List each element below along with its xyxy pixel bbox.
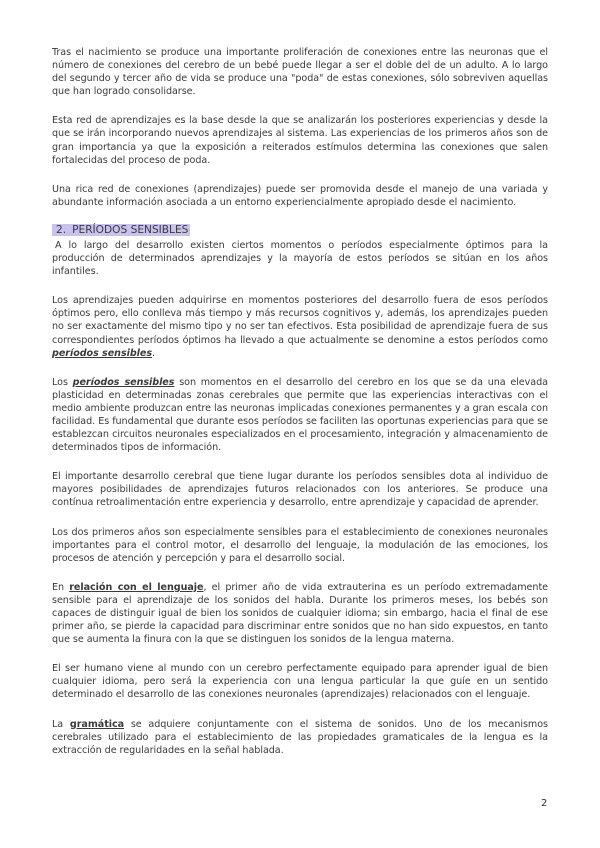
emphasis-language: relación con el lenguaje bbox=[69, 581, 204, 593]
paragraph-end: . bbox=[152, 347, 156, 359]
page-number: 2 bbox=[541, 798, 548, 809]
paragraph-text: se adquiere conjuntamente con el sistema de sonidos. Uno de los mecanismos cerebrales utilizado para el establecimiento de las propiedades gramaticales de la lengua es la extracción de regularidades en la señal hablada. bbox=[52, 718, 548, 756]
paragraph-sensitive-definition bbox=[52, 376, 548, 455]
paragraph-grammar bbox=[52, 718, 548, 757]
paragraph-later-learning bbox=[52, 294, 548, 359]
emphasis-sensitive-periods: períodos sensibles bbox=[72, 376, 175, 388]
section-number: 2. bbox=[56, 223, 67, 236]
page-body bbox=[52, 46, 548, 773]
section-heading-highlight bbox=[52, 224, 190, 236]
section-heading bbox=[52, 223, 548, 237]
paragraph-text: son momentos en el desarrollo del cerebro en los que se da una elevada plasticidad en determinadas zonas cerebrales que permite que las experiencias interactivas con el medio ambiente produzcan entre las neuronas implicadas conexiones permanentes y a gran escala con facilidad. Es fundamental que durante esos períodos se faciliten las oportunas experiencias para que se establezcan circuitos neuronales especializados en el procesamiento, integración y almacenamiento de determinados tipos de información. bbox=[52, 376, 548, 454]
paragraph-text: , el primer año de vida extrauterina es un período extremadamente sensible para el aprendizaje de los sonidos del habla. Durante los primeros meses, los bebés son capaces de distinguir igual de bien los sonidos de cualquier idioma; sin embargo, hacia el final de ese primer año, se pierde la capacidad para discriminar entre sonidos que no han sido expuestos, en tanto que se aumenta la finura con la que se distinguen los sonidos de la lengua materna. bbox=[52, 581, 549, 646]
paragraph-language bbox=[52, 581, 548, 646]
paragraph-learning-network: Esta red de aprendizajes es la base desde la que se analizarán los posteriores experiencias y desde la que se irán incorporando nuevos aprendizajes al sistema. Las experiencias de los primeros años son de gran importancia ya que la exposición a reiterados estímulos determina las conexiones que salen fortalecidas del proceso de poda. bbox=[52, 115, 548, 166]
paragraph-first-years: Los dos primeros años son especialmente sensibles para el establecimiento de conexiones neuronales importantes para el control motor, el desarrollo del lenguaje, la modulación de las emociones, los procesos de atención y percepción y para el desarrollo social. bbox=[52, 526, 548, 564]
emphasis-sensitive-periods: períodos sensibles bbox=[52, 347, 153, 359]
emphasis-grammar: gramática bbox=[69, 718, 125, 730]
paragraph-rich-network: Una rica red de conexiones (aprendizajes) puede ser promovida desde el manejo de una variada y abundante información asociada a un entorno experiencialmente apropiado desde el nacimiento. bbox=[52, 183, 548, 208]
section-title: PERÍODOS SENSIBLES bbox=[72, 223, 189, 236]
paragraph-start: Los bbox=[52, 376, 73, 388]
paragraph-start: La bbox=[52, 718, 70, 730]
paragraph-development-periods: A lo largo del desarrollo existen ciertos momentos o períodos especialmente óptimos para la producción de determinados aprendizajes y la mayoría de estos períodos se sitúan en los años infantiles. bbox=[52, 239, 548, 278]
paragraph-brain-development: El importante desarrollo cerebral que tiene lugar durante los períodos sensibles dota al individuo de mayores posibilidades de aprendizajes futuros relacionados con los anteriores. Se produce una contínua retroalimentación entre experiencia y desarrollo, entre aprendizaje y capacidad de aprender. bbox=[52, 471, 548, 509]
paragraph-connections: Tras el nacimiento se produce una importante proliferación de conexiones entre las neuronas que el número de conexiones del cerebro de un bebé puede llegar a ser el doble del de un adulto. A lo largo del segundo y tercer año de vida se produce una "poda" de estas conexiones, sólo sobreviven aquellas que han logrado consolidarse. bbox=[52, 47, 548, 98]
paragraph-start: En bbox=[52, 581, 70, 593]
paragraph-human-brain: El ser humano viene al mundo con un cerebro perfectamente equipado para aprender igual de bien cualquier idioma, pero será la experiencia con una lengua particular la que guíe en un sentido determinado el desarrollo de las conexiones neuronales (aprendizajes) relacionados con el lenguaje. bbox=[52, 663, 548, 701]
paragraph-text: Los aprendizajes pueden adquirirse en momentos posteriores del desarrollo fuera de esos períodos óptimos pero, ello conlleva más tiempo y más recursos cognitivos y, además, los aprendizajes pueden no ser exactamente del mismo tipo y no ser tan efectivos. Esta posibilidad de aprendizaje fuera de sus correspondientes períodos óptimos ha llevado a que actualmente se denomine a estos períodos como bbox=[52, 295, 548, 346]
